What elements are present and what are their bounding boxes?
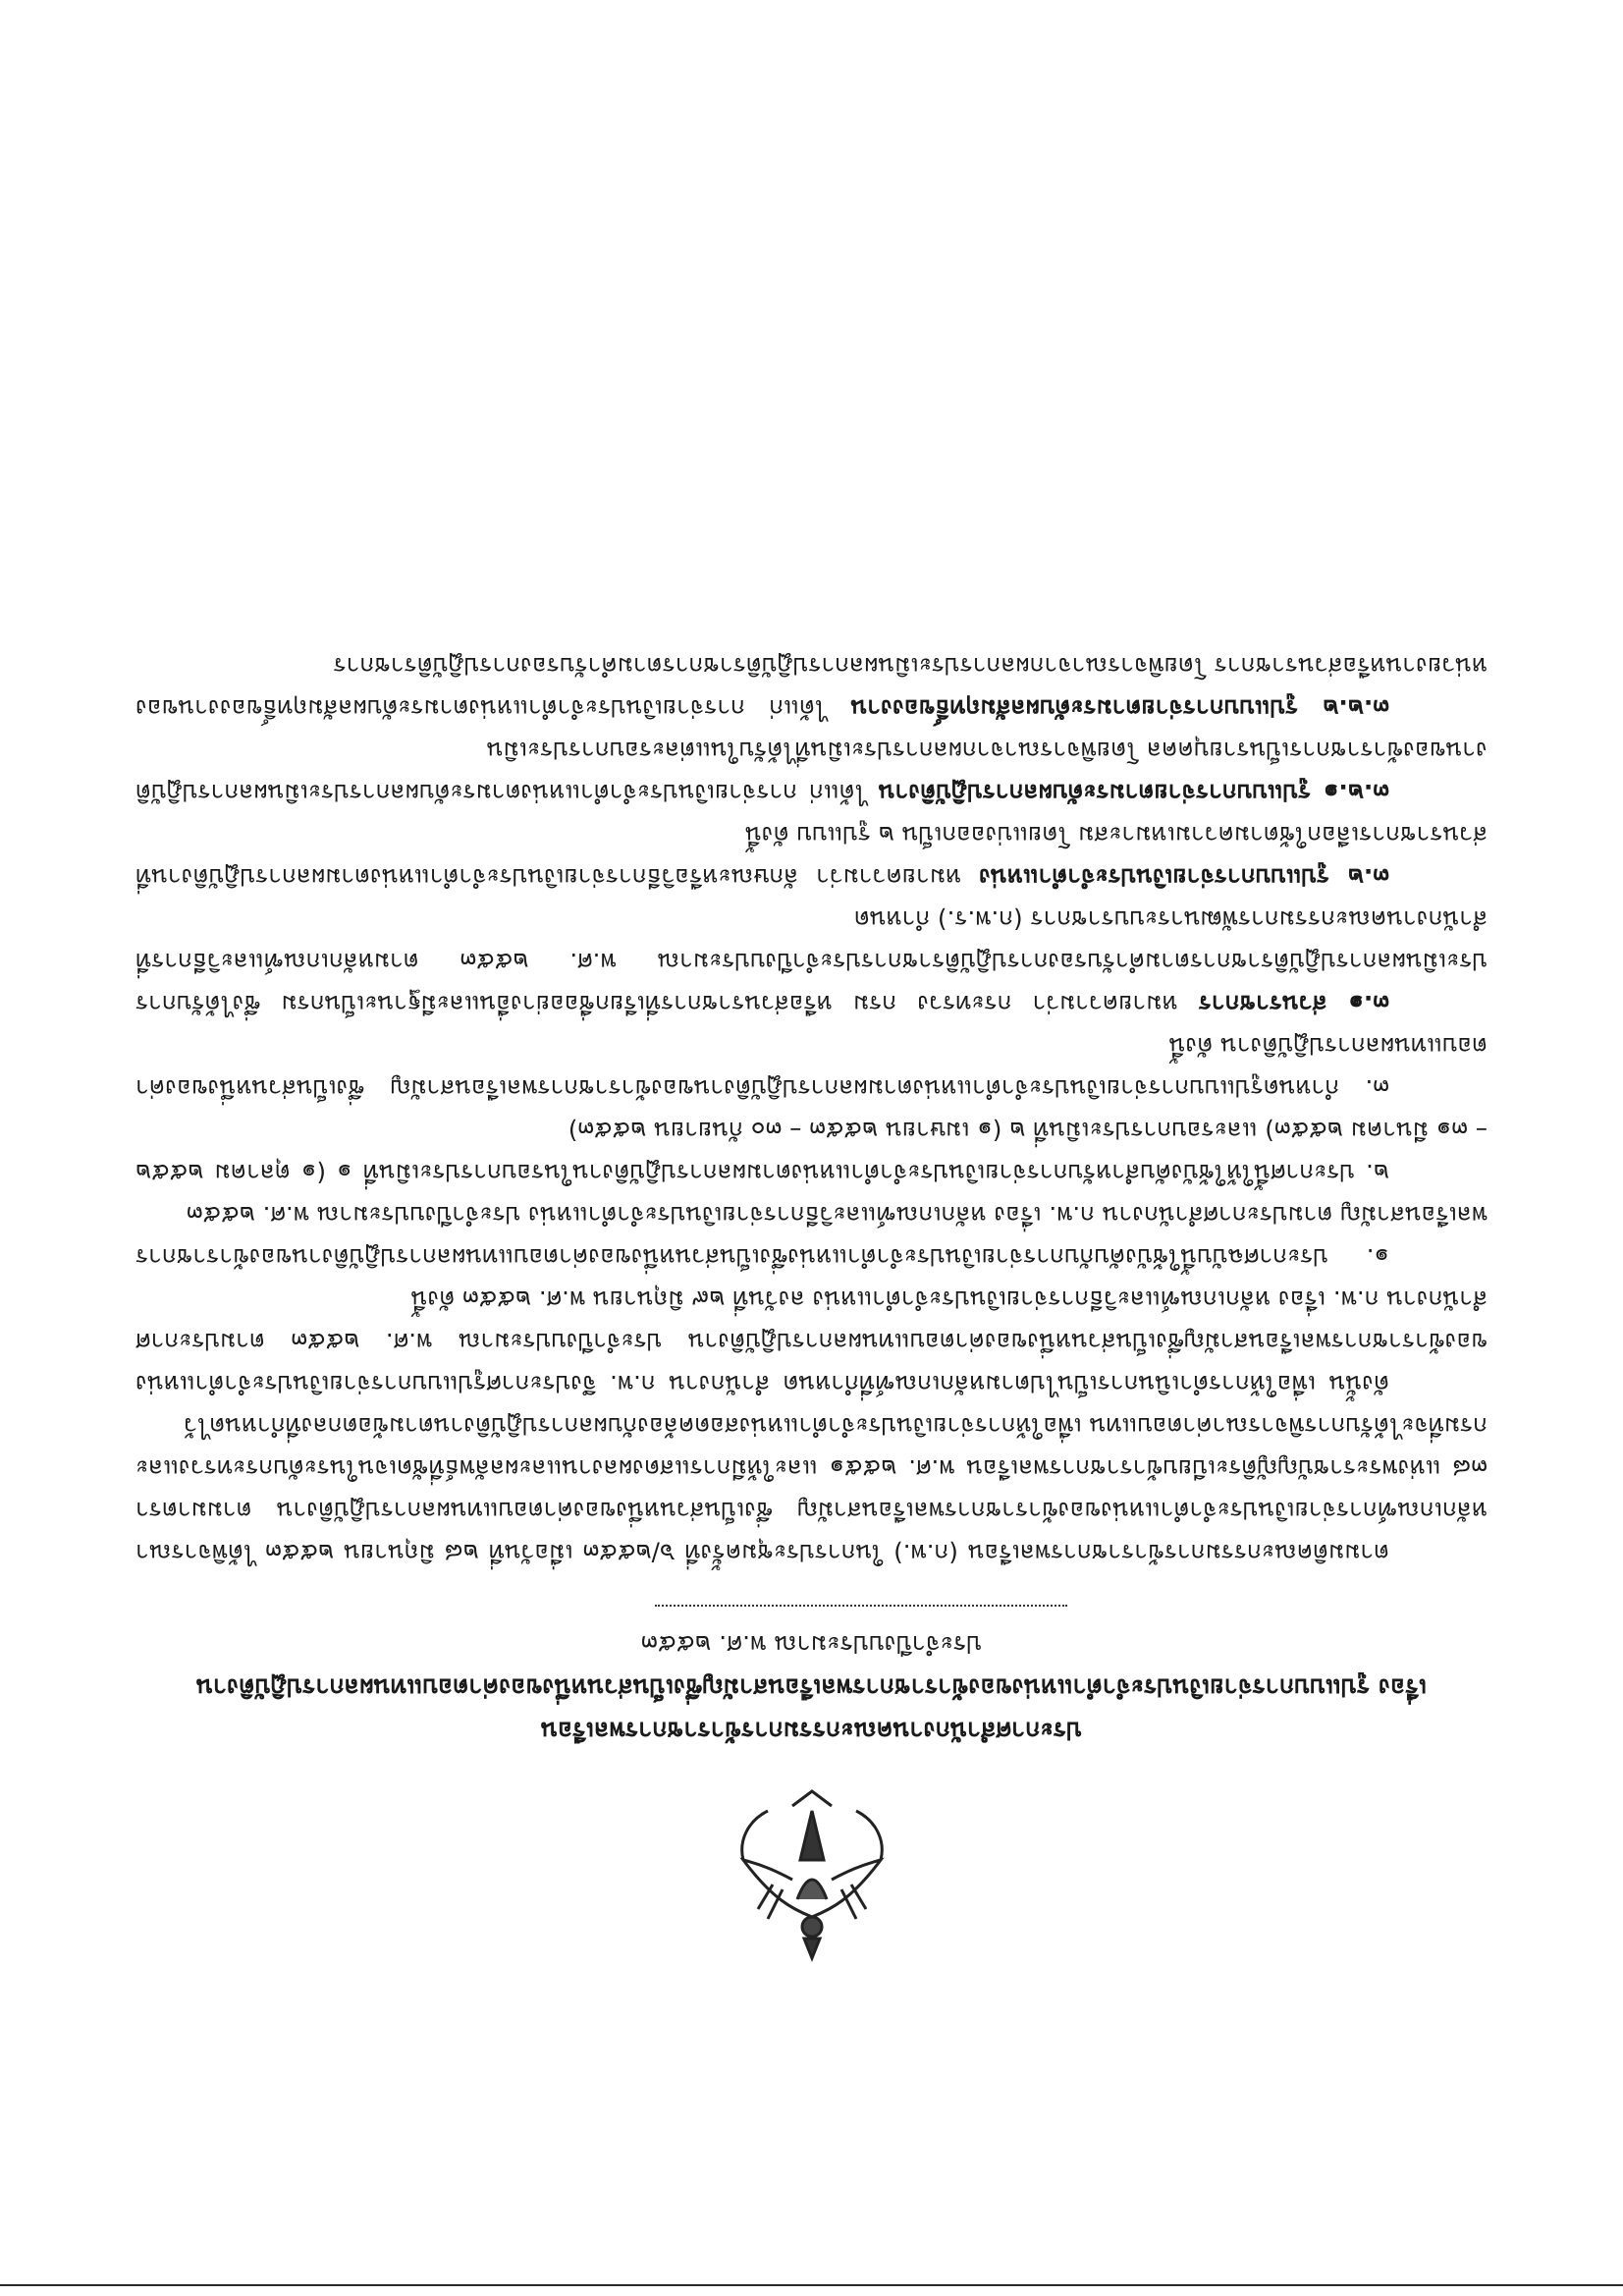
paragraph-item-3-1	[135, 899, 1488, 1025]
item-3-2-2-lead: ๓.๒.๒ รูปแบบการจ่ายตามระดับผลสัมฤทธิ์ของงาน	[850, 694, 1389, 723]
document-body	[135, 645, 1488, 1574]
paragraph-item-3-2	[135, 814, 1488, 899]
garuda-emblem-icon	[714, 1781, 910, 1978]
item-3-1-text: หมายความว่า กระทรวง กรม หรือส่วนราชการที่เรียกชื่ออย่างอื่นและมีฐานะเป็นกรม ซึ่งได้รับการประเมินผลการปฏิบัติราชการตามคำรับรองการปฏิบัติราชการประจำปีงบประมาณ พ.ศ. ๒๕๕๓ ตามหลักเกณฑ์และวิธีการที่สำนักงานคณะกรรมการพัฒนาระบบราชการ (ก.พ.ร.) กำหนด	[135, 905, 1488, 1018]
item-3-1-lead: ๓.๑ ส่วนราชการ	[1198, 990, 1389, 1018]
paragraph-item-3-2-1	[135, 730, 1488, 814]
item-3-2-1-lead: ๓.๒.๑ รูปแบบการจ่ายตามระดับผลการปฏิบัติงาน	[878, 779, 1389, 807]
header-fiscal-year: ประจำปีงบประมาณ พ.ศ. ๒๕๕๓	[640, 1630, 983, 1659]
page-edge-rule	[0, 2284, 1623, 2286]
item-3-2-1-text: ได้แก่ การจ่ายเงินประจำตำแหน่งตามระดับผลการประเมินผลการปฏิบัติงานของข้าราชการเป็นรายบุคคล โดยพิจารณาจากผลการประเมินที่ได้รับในแต่ละรอบการประเมิน	[135, 737, 1488, 807]
item-3-2-lead: ๓.๒ รูปแบบการจ่ายเงินประจำตำแหน่ง	[978, 863, 1389, 892]
paragraph-item-3: ๓. กำหนดรูปแบบการจ่ายเงินประจำตำแหน่งตามผลการปฏิบัติงานของข้าราชการพลเรือนสามัญ ซึ่งเป็นส่วนหนึ่งของค่าตอบแทนผลการปฏิบัติงาน ดังนี้	[135, 1032, 1488, 1103]
paragraph-item-2: ๒. ประกาศนี้ให้ใช้บังคับสำหรับการจ่ายเงินประจำตำแหน่งตามผลการปฏิบัติงานในรอบการประเมินที่ ๑ (๑ ตุลาคม ๒๕๕๒ – ๓๑ มีนาคม ๒๕๕๓) และรอบการประเมินที่ ๒ (๑ เมษายน ๒๕๕๓ – ๓๐ กันยายน ๒๕๕๓)	[135, 1117, 1488, 1187]
paragraph-item-1: ๑. ประกาศฉบับนี้ใช้บังคับกับการจ่ายเงินประจำตำแหน่งซึ่งเป็นส่วนหนึ่งของค่าตอบแทนผลการปฏิบัติงานของข้าราชการพลเรือนสามัญ ตามประกาศสำนักงาน ก.พ. เรื่อง หลักเกณฑ์และวิธีการจ่ายเงินประจำตำแหน่ง ประจำปีงบประมาณ พ.ศ. ๒๕๕๓	[135, 1201, 1488, 1272]
item-3-2-2-text: ได้แก่ การจ่ายเงินประจำตำแหน่งตามระดับผลสัมฤทธิ์ของงานของหน่วยงานหรือส่วนราชการ โดยพิจารณาจากผลการประเมินผลการปฏิบัติราชการตามคำรับรองการปฏิบัติราชการ	[135, 652, 1488, 723]
header-issuer: ประกาศสำนักงานคณะกรรมการข้าราชการพลเรือน	[540, 1717, 1083, 1745]
header-subject: เรื่อง รูปแบบการจ่ายเงินประจำตำแหน่งของข้าราชการพลเรือนสามัญซึ่งเป็นส่วนหนึ่งของค่าตอบแทนผลการปฏิบัติงาน	[195, 1673, 1428, 1702]
item-3-2-text: หมายความว่า ลักษณะหรือวิธีการจ่ายเงินประจำตำแหน่งตามผลการปฏิบัติงานที่ส่วนราชการเลือกใช้ตามความเหมาะสม โดยแบ่งออกเป็น ๒ รูปแบบ ดังนี้	[135, 821, 1488, 892]
paragraph-intro-2: ดังนั้น เพื่อให้การดำเนินการเป็นไปตามหลักเกณฑ์ที่กำหนด สำนักงาน ก.พ. จึงประกาศรูปแบบการจ่ายเงินประจำตำแหน่งของข้าราชการพลเรือนสามัญซึ่งเป็นส่วนหนึ่งของค่าตอบแทนผลการปฏิบัติงาน ประจำปีงบประมาณ พ.ศ. ๒๕๕๓ ตามประกาศสำนักงาน ก.พ. เรื่อง หลักเกณฑ์และวิธีการจ่ายเงินประจำตำแหน่ง ลงวันที่ ๒๙ มิถุนายน พ.ศ. ๒๕๕๓ ดังนี้	[135, 1285, 1488, 1398]
document-header	[137, 1622, 1486, 1752]
header-divider	[655, 1605, 1067, 1607]
paragraph-intro: ตามมติคณะกรรมการข้าราชการพลเรือน (ก.พ.) ในการประชุมครั้งที่ ๖/๒๕๕๓ เมื่อวันที่ ๒๘ มิถุนายน ๒๕๕๓ ได้พิจารณาหลักเกณฑ์การจ่ายเงินประจำตำแหน่งของข้าราชการพลเรือนสามัญ ซึ่งเป็นส่วนหนึ่งของค่าตอบแทนผลการปฏิบัติงาน ตามมาตรา ๓๘ แห่งพระราชบัญญัติระเบียบข้าราชการพลเรือน พ.ศ. ๒๕๕๑ และให้มีการแสดงผลงานและผลลัพธ์ที่ชัดเจนในระดับกระทรวงและกรมที่จะได้รับการพิจารณาค่าตอบแทน เพื่อให้การจ่ายเงินประจำตำแหน่งสอดคล้องกับผลการปฏิบัติงานตามข้อตกลงที่กำหนดไว้	[135, 1412, 1488, 1567]
paragraph-item-3-2-2	[135, 645, 1488, 730]
